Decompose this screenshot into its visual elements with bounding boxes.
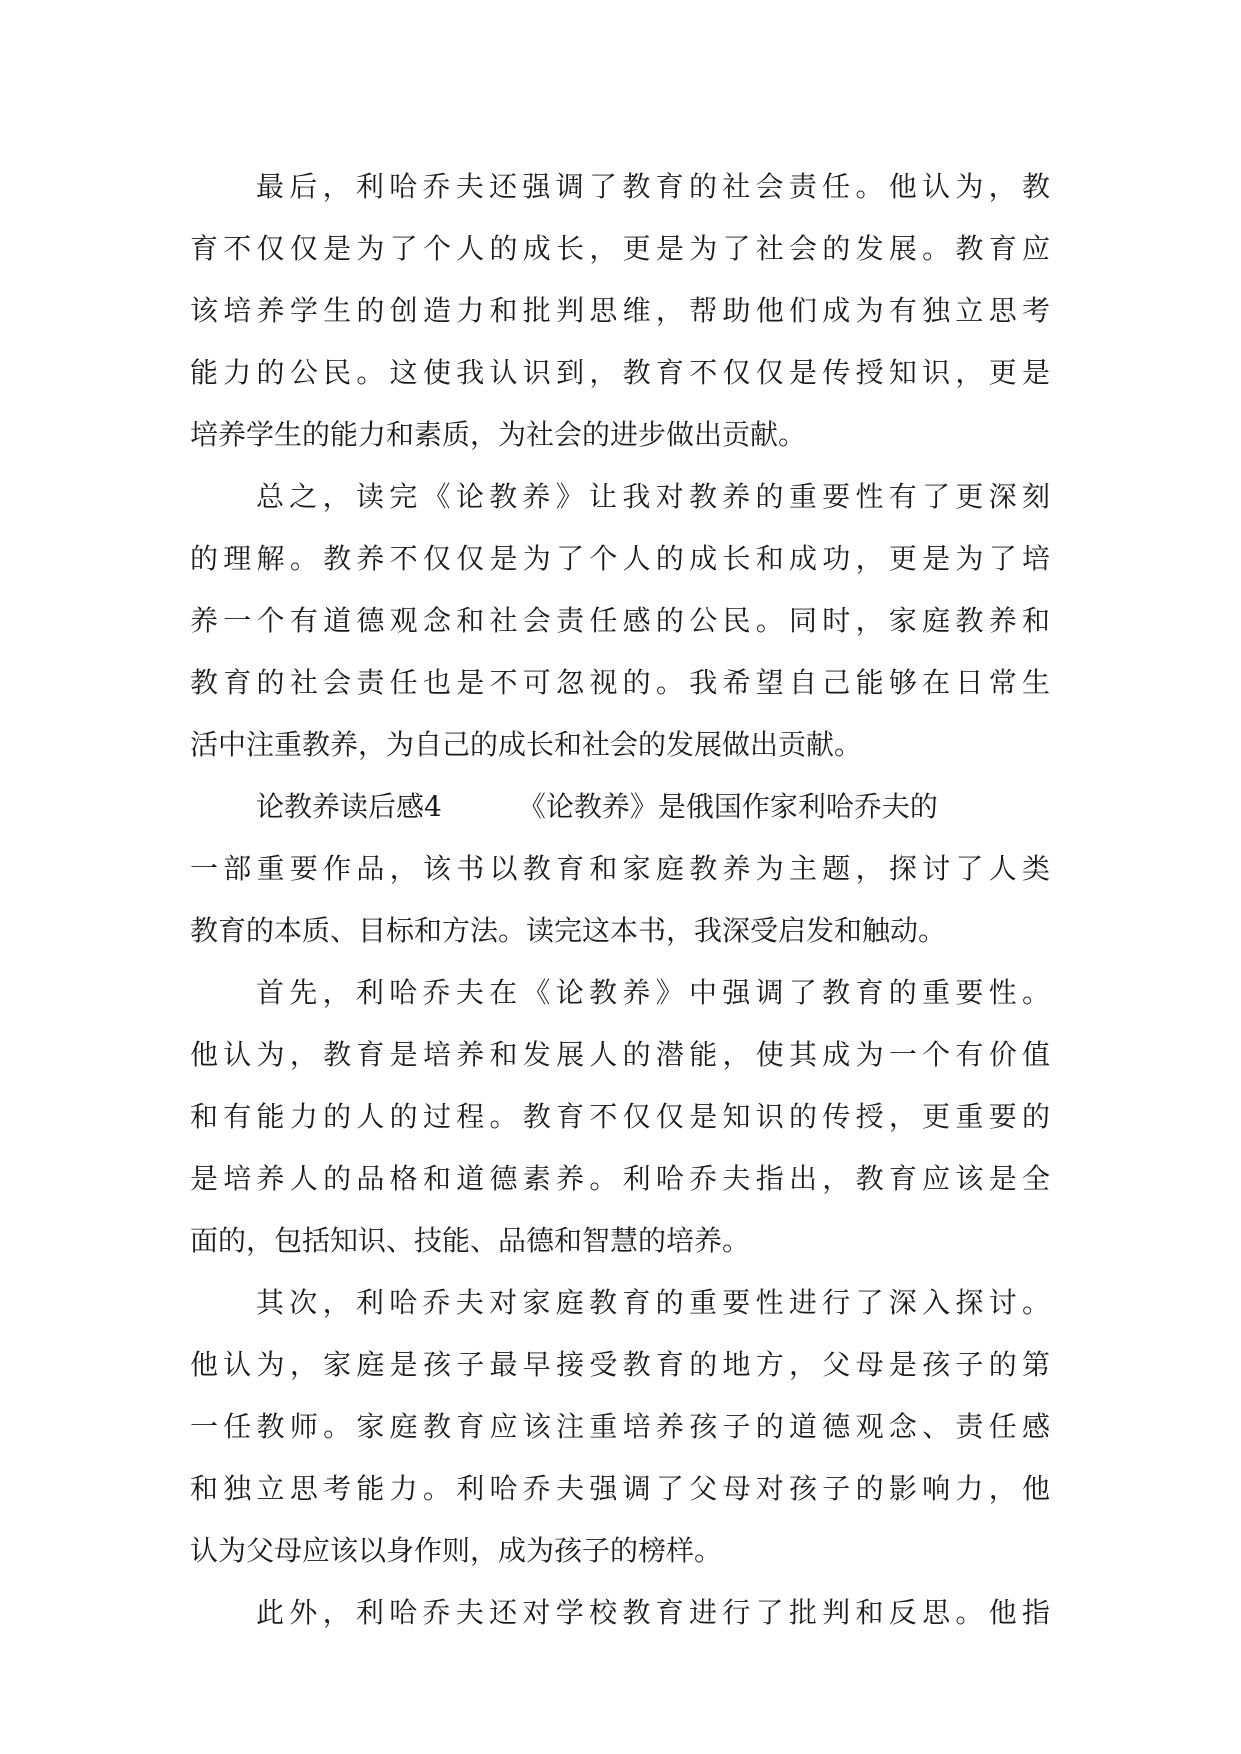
text-line: 能力的公民。这使我认识到，教育不仅仅是传授知识，更是 bbox=[190, 356, 1050, 389]
text-line: 面的，包括知识、技能、品德和智慧的培养。 bbox=[190, 1224, 751, 1257]
section-heading: 论教养读后感4 bbox=[256, 790, 442, 823]
section-heading-line bbox=[190, 776, 1050, 838]
text-line: 他认为，教育是培养和发展人的潜能，使其成为一个有价值 bbox=[190, 1038, 1050, 1071]
text-line: 他认为，家庭是孩子最早接受教育的地方，父母是孩子的第 bbox=[190, 1348, 1050, 1381]
text-line: 和有能力的人的过程。教育不仅仅是知识的传授，更重要的 bbox=[190, 1100, 1050, 1133]
text-line: 育不仅仅是为了个人的成长，更是为了社会的发展。教育应 bbox=[190, 232, 1050, 265]
text-line: 其次，利哈乔夫对家庭教育的重要性进行了深入探讨。 bbox=[256, 1286, 1050, 1319]
text-line: 总之，读完《论教养》让我对教养的重要性有了更深刻 bbox=[256, 480, 1050, 513]
text-line: 一部重要作品，该书以教育和家庭教养为主题，探讨了人类 bbox=[190, 852, 1050, 885]
text-line: 《论教养》是俄国作家利哈乔夫的 bbox=[517, 790, 938, 823]
text-line: 养一个有道德观念和社会责任感的公民。同时，家庭教养和 bbox=[190, 604, 1050, 637]
text-line: 最后，利哈乔夫还强调了教育的社会责任。他认为，教 bbox=[256, 170, 1050, 203]
text-line: 教育的本质、目标和方法。读完这本书，我深受启发和触动。 bbox=[190, 914, 947, 947]
text-line: 该培养学生的创造力和批判思维，帮助他们成为有独立思考 bbox=[190, 294, 1050, 327]
text-line: 首先，利哈乔夫在《论教养》中强调了教育的重要性。 bbox=[256, 976, 1050, 1009]
text-line: 一任教师。家庭教育应该注重培养孩子的道德观念、责任感 bbox=[190, 1410, 1050, 1443]
text-line: 和独立思考能力。利哈乔夫强调了父母对孩子的影响力，他 bbox=[190, 1472, 1050, 1505]
text-line: 的理解。教养不仅仅是为了个人的成长和成功，更是为了培 bbox=[190, 542, 1050, 575]
text-line: 认为父母应该以身作则，成为孩子的榜样。 bbox=[190, 1534, 723, 1567]
text-line: 培养学生的能力和素质，为社会的进步做出贡献。 bbox=[190, 418, 807, 451]
text-line: 教育的社会责任也是不可忽视的。我希望自己能够在日常生 bbox=[190, 666, 1050, 699]
document-body bbox=[190, 156, 1050, 1644]
text-line: 是培养人的品格和道德素养。利哈乔夫指出，教育应该是全 bbox=[190, 1162, 1050, 1195]
text-line: 此外，利哈乔夫还对学校教育进行了批判和反思。他指 bbox=[256, 1596, 1050, 1629]
text-line: 活中注重教养，为自己的成长和社会的发展做出贡献。 bbox=[190, 728, 863, 761]
